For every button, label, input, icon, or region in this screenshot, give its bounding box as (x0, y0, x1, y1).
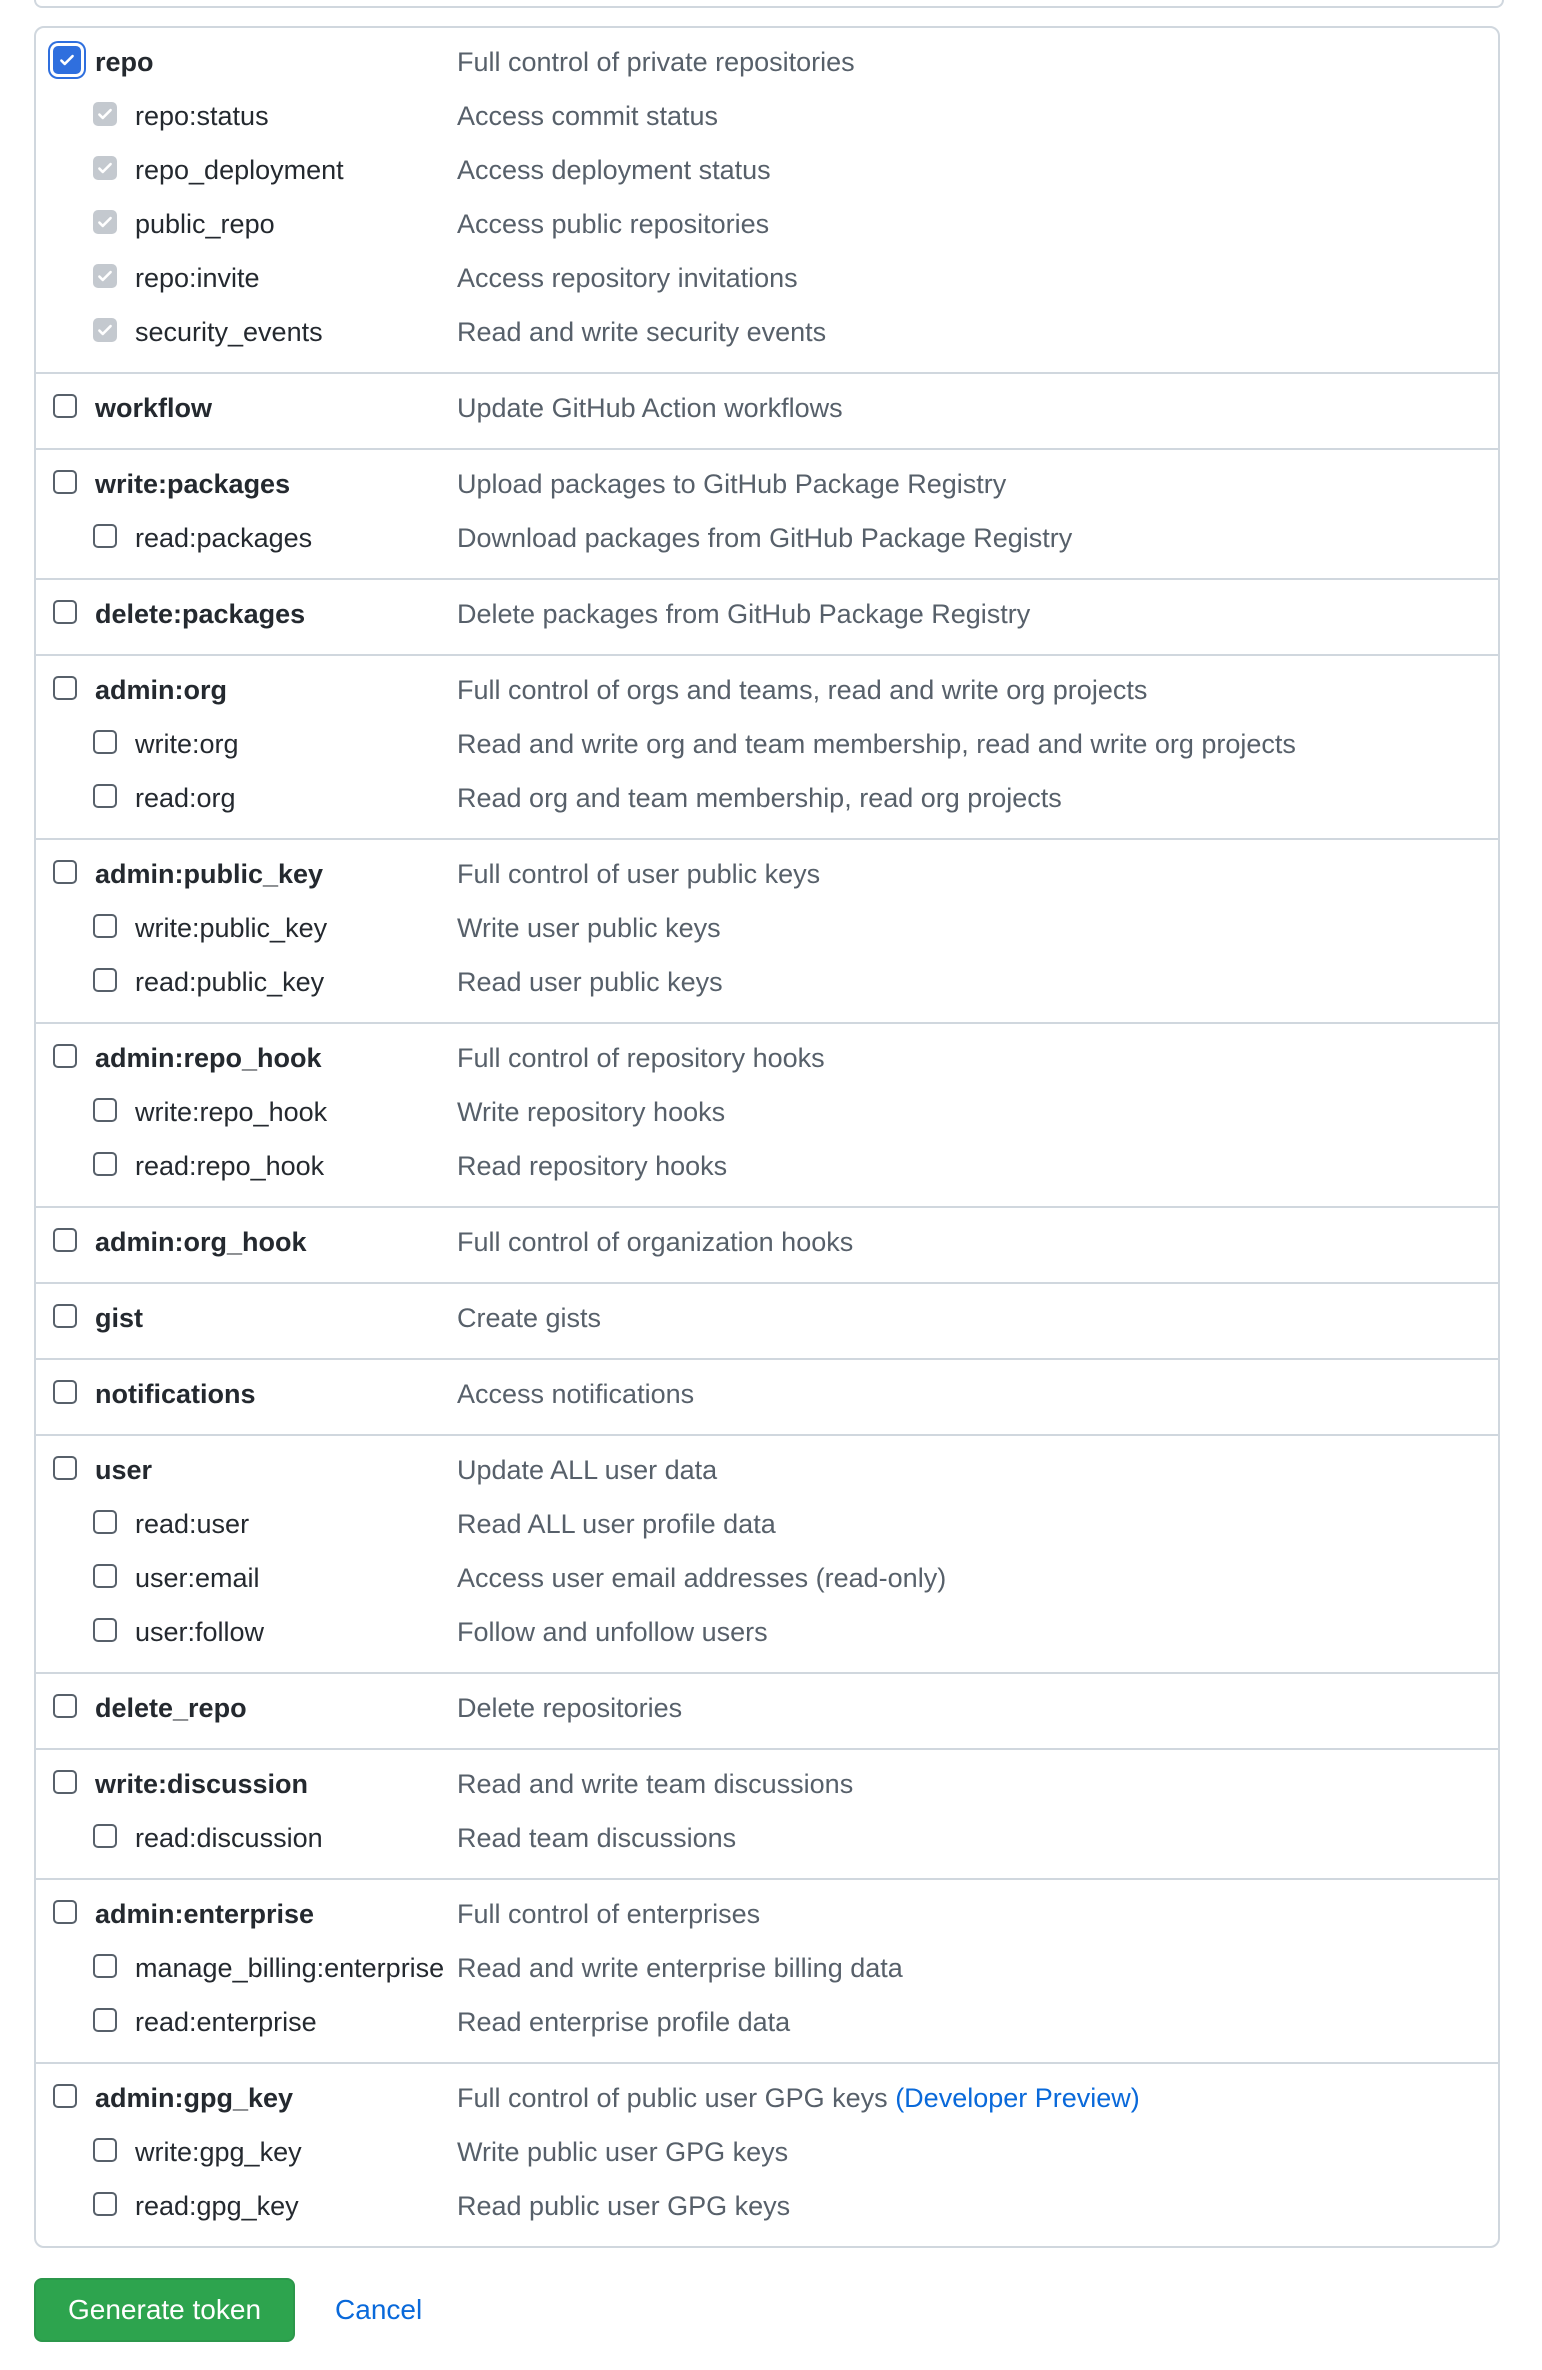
scope-group (36, 1206, 1498, 1282)
scope-description (457, 599, 1030, 630)
scope-row (36, 458, 1498, 512)
scopes-list (34, 26, 1500, 2248)
scope-description-text: Update GitHub Action workflows (457, 393, 843, 423)
scope-description (457, 913, 721, 944)
scope-name: admin:repo_hook (95, 1043, 322, 1073)
scope-row (36, 848, 1498, 902)
generate-token-button[interactable]: Generate token (34, 2278, 295, 2342)
scope-checkbox[interactable] (53, 676, 77, 700)
scope-checkbox[interactable] (93, 102, 117, 126)
scope-checkbox[interactable] (93, 1098, 117, 1122)
scope-name: admin:enterprise (95, 1899, 315, 1929)
scope-row (36, 2072, 1498, 2126)
scope-checkbox[interactable] (93, 2138, 117, 2162)
scope-description-text: Read team discussions (457, 1823, 737, 1853)
scope-row (36, 144, 1498, 198)
scope-checkbox[interactable] (93, 210, 117, 234)
scope-description (457, 1151, 727, 1182)
scope-group (36, 448, 1498, 578)
scope-row (36, 2126, 1498, 2180)
scope-name: write:org (135, 729, 239, 759)
scope-checkbox[interactable] (93, 730, 117, 754)
scope-description (457, 47, 855, 78)
scope-name: repo (95, 47, 154, 77)
scope-checkbox[interactable] (93, 1152, 117, 1176)
scope-group (36, 28, 1498, 372)
scope-name: admin:org_hook (95, 1227, 307, 1257)
scope-name: read:packages (135, 523, 313, 553)
scope-group (36, 578, 1498, 654)
scope-name: read:gpg_key (135, 2191, 299, 2221)
scope-description-text: Download packages from GitHub Package Registry (457, 523, 1073, 553)
scope-checkbox[interactable] (53, 46, 81, 74)
scope-description (457, 523, 1072, 554)
scope-name: read:discussion (135, 1823, 323, 1853)
scope-name: public_repo (135, 209, 275, 239)
scope-checkbox[interactable] (93, 1824, 117, 1848)
scope-description-text: Read and write org and team membership, read and write org projects (457, 729, 1296, 759)
scope-description (457, 1769, 853, 1800)
scope-row (36, 252, 1498, 306)
scope-row (36, 1942, 1498, 1996)
scope-name: read:org (135, 783, 236, 813)
scope-description (457, 2191, 790, 2222)
scope-checkbox[interactable] (93, 784, 117, 808)
scope-description (457, 393, 843, 424)
scope-description-text: Access notifications (457, 1379, 695, 1409)
scope-name: repo:status (135, 101, 269, 131)
scope-description (457, 209, 769, 240)
scope-group (36, 1022, 1498, 1206)
scope-row (36, 1996, 1498, 2050)
scope-checkbox[interactable] (93, 914, 117, 938)
scope-name: repo_deployment (135, 155, 344, 185)
scope-group (36, 1878, 1498, 2062)
check-icon (96, 105, 114, 123)
scope-name: user:email (135, 1563, 260, 1593)
scope-name: user:follow (135, 1617, 265, 1647)
scope-description (457, 1227, 853, 1258)
scope-checkbox[interactable] (93, 1510, 117, 1534)
scope-description (457, 1899, 760, 1930)
scope-name: admin:gpg_key (95, 2083, 294, 2113)
scope-checkbox[interactable] (53, 600, 77, 624)
scope-checkbox[interactable] (53, 1900, 77, 1924)
scope-name: write:packages (95, 469, 291, 499)
scope-description-text: Read user public keys (457, 967, 723, 997)
scope-group (36, 372, 1498, 448)
scope-checkbox[interactable] (93, 524, 117, 548)
scope-description (457, 2137, 788, 2168)
scope-checkbox[interactable] (93, 1618, 117, 1642)
scope-group (36, 2062, 1498, 2246)
scope-name: manage_billing:enterprise (135, 1953, 445, 1983)
scope-description (457, 1043, 825, 1074)
check-icon (96, 159, 114, 177)
scope-description-text: Read repository hooks (457, 1151, 728, 1181)
scope-description (457, 1509, 776, 1540)
scope-row (36, 36, 1498, 90)
scope-description-text: Write user public keys (457, 913, 721, 943)
scope-description (457, 2083, 1140, 2114)
scope-row (36, 1552, 1498, 1606)
scope-description-text: Update ALL user data (457, 1455, 718, 1485)
scope-name: admin:public_key (95, 859, 324, 889)
scope-checkbox[interactable] (93, 156, 117, 180)
scope-row (36, 1086, 1498, 1140)
scope-checkbox[interactable] (93, 1954, 117, 1978)
scope-description-text: Full control of user public keys (457, 859, 821, 889)
scope-row (36, 1216, 1498, 1270)
scope-row (36, 1292, 1498, 1346)
scope-name: write:gpg_key (135, 2137, 302, 2167)
scope-description (457, 729, 1296, 760)
scope-description-text: Read and write team discussions (457, 1769, 854, 1799)
scope-description-text: Read enterprise profile data (457, 2007, 791, 2037)
scope-checkbox[interactable] (93, 264, 117, 288)
developer-preview-link[interactable]: (Developer Preview) (895, 2083, 1140, 2113)
scope-row (36, 718, 1498, 772)
check-icon (58, 51, 76, 69)
scope-name: read:user (135, 1509, 250, 1539)
scope-description-text: Full control of repository hooks (457, 1043, 825, 1073)
scope-row (36, 382, 1498, 436)
scope-row (36, 1140, 1498, 1194)
scope-name: security_events (135, 317, 323, 347)
scope-row (36, 1498, 1498, 1552)
scope-description (457, 317, 826, 348)
form-actions (34, 2278, 422, 2342)
scope-row (36, 902, 1498, 956)
scope-description-text: Read and write security events (457, 317, 827, 347)
scope-description (457, 2007, 790, 2038)
scope-name: delete_repo (95, 1693, 247, 1723)
scope-row (36, 956, 1498, 1010)
scope-row (36, 1606, 1498, 1660)
scope-row (36, 1032, 1498, 1086)
scope-checkbox[interactable] (93, 968, 117, 992)
scope-name: user (95, 1455, 153, 1485)
scope-description (457, 1563, 946, 1594)
check-icon (96, 267, 114, 285)
scope-checkbox[interactable] (53, 1228, 77, 1252)
scope-description (457, 1693, 682, 1724)
scope-name: workflow (95, 393, 213, 423)
scope-checkbox[interactable] (53, 1694, 77, 1718)
scope-description-text: Read ALL user profile data (457, 1509, 776, 1539)
scope-checkbox[interactable] (53, 1380, 77, 1404)
scope-checkbox[interactable] (53, 1456, 77, 1480)
scope-name: notifications (95, 1379, 256, 1409)
scope-row (36, 664, 1498, 718)
scope-row (36, 512, 1498, 566)
scope-checkbox[interactable] (93, 1564, 117, 1588)
scope-description (457, 1379, 694, 1410)
scope-description-text: Full control of private repositories (457, 47, 855, 77)
cancel-link[interactable]: Cancel (335, 2294, 423, 2325)
scope-description-text: Delete packages from GitHub Package Registry (457, 599, 1031, 629)
scope-description (457, 1455, 717, 1486)
scope-group (36, 1434, 1498, 1672)
scope-checkbox[interactable] (53, 1044, 77, 1068)
scope-description-text: Access public repositories (457, 209, 770, 239)
scope-description-text: Follow and unfollow users (457, 1617, 768, 1647)
scope-name: write:repo_hook (135, 1097, 328, 1127)
scope-group (36, 1672, 1498, 1748)
scope-row (36, 2180, 1498, 2234)
scope-description (457, 859, 820, 890)
scope-row (36, 1444, 1498, 1498)
scope-description (457, 1303, 601, 1334)
scope-description-text: Read org and team membership, read org projects (457, 783, 1062, 813)
scope-checkbox[interactable] (53, 1304, 77, 1328)
scope-checkbox[interactable] (53, 470, 77, 494)
scope-checkbox[interactable] (93, 318, 117, 342)
scope-description-text: Full control of organization hooks (457, 1227, 854, 1257)
scope-row (36, 1758, 1498, 1812)
scope-row (36, 1812, 1498, 1866)
scope-name: delete:packages (95, 599, 306, 629)
scope-description-text: Create gists (457, 1303, 602, 1333)
scope-description-text: Delete repositories (457, 1693, 683, 1723)
scope-name: repo:invite (135, 263, 260, 293)
scope-checkbox[interactable] (93, 2008, 117, 2032)
scope-checkbox[interactable] (53, 394, 77, 418)
scope-description (457, 783, 1062, 814)
scope-description-text: Write public user GPG keys (457, 2137, 789, 2167)
scope-name: write:public_key (135, 913, 328, 943)
scope-row (36, 1368, 1498, 1422)
scope-checkbox[interactable] (53, 860, 77, 884)
scope-group (36, 838, 1498, 1022)
scope-name: admin:org (95, 675, 227, 705)
scope-group (36, 1358, 1498, 1434)
check-icon (96, 213, 114, 231)
scope-description (457, 263, 798, 294)
scope-description (457, 967, 723, 998)
scope-name: read:enterprise (135, 2007, 317, 2037)
scope-description-text: Full control of enterprises (457, 1899, 761, 1929)
scope-name: read:repo_hook (135, 1151, 325, 1181)
scope-description (457, 155, 771, 186)
scope-group (36, 1282, 1498, 1358)
scope-name: write:discussion (95, 1769, 309, 1799)
scope-row (36, 306, 1498, 360)
scope-description (457, 101, 718, 132)
scope-row (36, 198, 1498, 252)
scope-description (457, 675, 1147, 706)
scope-description (457, 1617, 768, 1648)
scope-name: read:public_key (135, 967, 325, 997)
scope-row (36, 1682, 1498, 1736)
scope-description-text: Upload packages to GitHub Package Registry (457, 469, 1007, 499)
scope-row (36, 588, 1498, 642)
scope-group (36, 1748, 1498, 1878)
scope-description-text: Access commit status (457, 101, 719, 131)
scope-checkbox[interactable] (53, 2084, 77, 2108)
scope-description (457, 469, 1006, 500)
scope-description-text: Write repository hooks (457, 1097, 726, 1127)
scope-row (36, 772, 1498, 826)
scope-description (457, 1953, 903, 1984)
scope-name: gist (95, 1303, 144, 1333)
scope-description (457, 1097, 725, 1128)
check-icon (96, 321, 114, 339)
scope-group (36, 654, 1498, 838)
scope-description-text: Access user email addresses (read-only) (457, 1563, 947, 1593)
scope-description (457, 1823, 736, 1854)
scope-checkbox[interactable] (53, 1770, 77, 1794)
scope-description-text: Read public user GPG keys (457, 2191, 791, 2221)
scope-description-text: Access deployment status (457, 155, 771, 185)
scope-description-text: Access repository invitations (457, 263, 798, 293)
scope-description-text: Read and write enterprise billing data (457, 1953, 903, 1983)
scope-row (36, 1888, 1498, 1942)
scope-description-text: Full control of orgs and teams, read and write org projects (457, 675, 1148, 705)
scope-description-text: Full control of public user GPG keys (457, 2083, 888, 2113)
scope-checkbox[interactable] (93, 2192, 117, 2216)
previous-section-edge (34, 0, 1504, 8)
scope-row (36, 90, 1498, 144)
